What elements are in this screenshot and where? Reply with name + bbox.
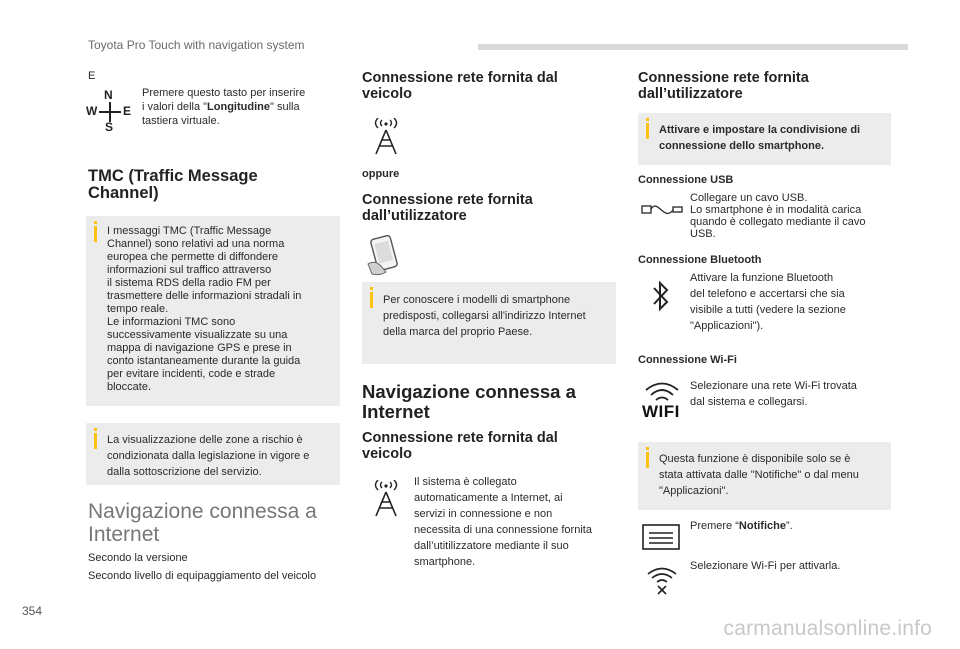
e-instruction: Premere questo tasto per inserire i valori della "Longitudine" sulla tastiera virtuale. — [142, 87, 306, 127]
wifi-label: Connessione Wi-Fi — [638, 354, 737, 366]
compass-s: S — [105, 120, 114, 134]
antenna-icon — [368, 118, 404, 156]
info-marker-icon — [646, 452, 649, 468]
compass-icon — [86, 88, 132, 134]
wifi-disabled-icon — [646, 566, 678, 596]
wifi-text: Selezionare una rete Wi-Fi trovata dal sistema e collegarsi. — [690, 380, 857, 408]
compass-n: N — [104, 88, 113, 102]
usb-label: Connessione USB — [638, 174, 734, 186]
share-note: Attivare e impostare la condivisione di connessione dello smartphone. — [638, 113, 891, 165]
e-label: E — [88, 70, 96, 82]
wifi-icon: WIFI — [642, 380, 682, 420]
compass-e: E — [123, 104, 132, 118]
smartphone-hand-icon — [364, 234, 408, 278]
user-connection-title-col3: Connessione rete fornita dall’utilizzatore — [638, 70, 809, 102]
vehicle-connection-title-2: Connessione rete fornita dal veicolo — [362, 430, 558, 462]
phone-models-note: Per conoscere i modelli di smartphone predisposti, collegarsi all'indirizzo Internet della marca del proprio Paese. — [362, 282, 616, 364]
usb-cable-icon — [640, 196, 684, 224]
notif-instruction: Premere “Notifiche”. — [690, 520, 793, 532]
header-bar — [478, 44, 908, 50]
tmc-note: I messaggi TMC (Traffic Message Channel) sono relativi ad una norma europea che permette di diffondere informazioni sul traffico attraverso il sistema RDS della radio FM per trasmettere delle informazioni stradali in tempo reale. Le informazioni TMC sono successivamente visualizzate su una mappa di navigazione GPS e prese in conto istantaneamente durante la guida per evitare incidenti, code e strade bloccate. — [86, 216, 340, 406]
antenna-icon — [368, 480, 404, 518]
risk-note: La visualizzazione delle zone a rischio è condizionata dalla legislazione in vigore e dalla sottoscrizione del servizio. — [86, 423, 340, 485]
tmc-title: TMC (Traffic Message Channel) — [88, 167, 258, 202]
auto-connection-text: Il sistema è collegato automaticamente a Internet, ai servizi in connessione e non necessita di una connessione fornita dall’utitilizzatore mediante il suo smartphone. — [414, 476, 592, 568]
wifi-activate-text: Selezionare Wi-Fi per attivarla. — [690, 560, 841, 572]
info-marker-icon — [94, 433, 97, 449]
notifications-list-icon — [642, 524, 680, 550]
nav-title-bold: Navigazione connessa a Internet — [362, 381, 576, 422]
nav-title-light: Navigazione connessa a Internet — [88, 500, 317, 546]
oppure-label: oppure — [362, 168, 400, 180]
info-marker-icon — [94, 226, 97, 242]
compass-w: W — [86, 104, 98, 118]
header-title: Toyota Pro Touch with navigation system — [88, 38, 305, 52]
info-marker-icon — [646, 123, 649, 139]
bluetooth-text: Attivare la funzione Bluetooth del telefono e accertarsi che sia visibile a tutti (vedere la sezione "Applicazioni"). — [690, 272, 846, 332]
info-marker-icon — [370, 292, 373, 308]
page-number: 354 — [22, 604, 43, 618]
usb-text: Collegare un cavo USB. Lo smartphone è in modalità carica quando è collegato mediante il cavo USB. — [690, 192, 866, 240]
watermark: carmanualsonline.info — [723, 617, 932, 640]
bluetooth-label: Connessione Bluetooth — [638, 254, 762, 266]
notif-note: Questa funzione è disponibile solo se è stata attivata dalle "Notifiche" o dal menu "Applicazioni". — [638, 442, 891, 510]
version-notes: Secondo la versione Secondo livello di equipaggiamento del veicolo — [88, 552, 317, 582]
user-connection-title: Connessione rete fornita dall’utilizzatore — [362, 192, 533, 224]
vehicle-connection-title: Connessione rete fornita dal veicolo — [362, 70, 558, 102]
bluetooth-icon — [650, 278, 672, 314]
